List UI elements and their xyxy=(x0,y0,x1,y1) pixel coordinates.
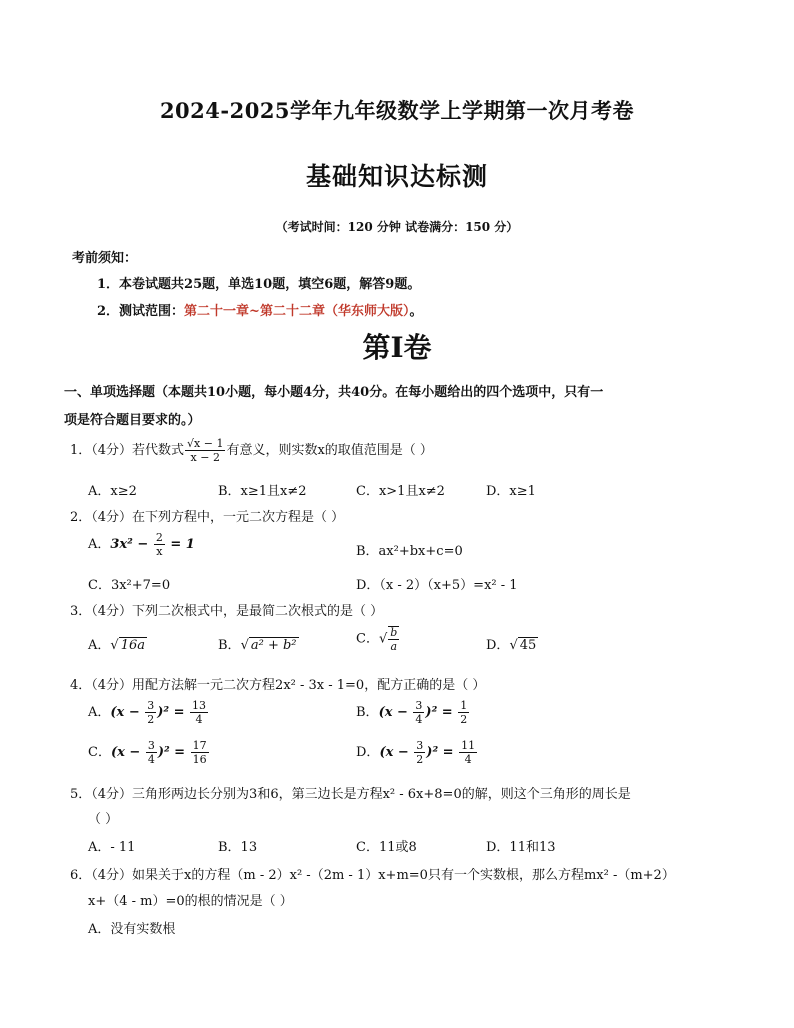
question-4-option-c-label: C． xyxy=(88,745,111,760)
question-4-option-d-pre: (x − xyxy=(379,745,414,760)
question-4-option-c-pre: (x − xyxy=(110,745,145,760)
question-4-option-a-pre: (x − xyxy=(110,705,145,720)
notice-item-2-suffix: 。 xyxy=(409,304,423,319)
question-4-option-c-mid: )² = xyxy=(157,745,190,760)
section-heading-line-1: 一、单项选择题（本题共10小题，每小题4分，共40分。在每小题给出的四个选项中，只有一 xyxy=(64,385,604,400)
question-3-option-c-fraction xyxy=(388,626,399,652)
question-1-fraction xyxy=(185,438,225,463)
question-3-option-b xyxy=(218,634,299,653)
question-4-option-a-frac-2 xyxy=(190,700,208,725)
question-4-option-d-mid: )² = xyxy=(426,745,459,760)
question-3-option-c-label: C． xyxy=(356,631,379,647)
question-4-option-b-frac-1 xyxy=(413,700,424,725)
question-1 xyxy=(70,438,433,463)
question-3-option-d-radical: √ 45 xyxy=(509,638,537,653)
question-1-prefix: 1．（4分）若代数式 xyxy=(70,443,185,458)
question-4-option-a-frac-2-den: 4 xyxy=(195,713,203,726)
question-4-option-c-frac-1-den: 4 xyxy=(147,753,155,766)
question-1-option-a: A．x≥2 xyxy=(88,484,137,499)
question-4-option-c-frac-2-den: 16 xyxy=(192,753,207,766)
question-4-option-d-frac-2-den: 4 xyxy=(464,753,472,766)
question-3: 3．（4分）下列二次根式中，是最简二次根式的是（ ） xyxy=(70,604,384,619)
exam-meta: （考试时间：120 分钟 试卷满分：150 分） xyxy=(275,220,519,234)
question-4-option-a-mid: )² = xyxy=(157,705,190,720)
question-3-option-c xyxy=(356,626,400,652)
question-2-option-a-expr-1: 3x² − xyxy=(110,537,153,552)
question-1-numerator: √x − 1 xyxy=(187,437,224,450)
question-4-option-a-label: A． xyxy=(88,705,111,720)
question-5-option-a: A．- 11 xyxy=(88,840,136,855)
question-6-option-a: A．没有实数根 xyxy=(88,922,176,937)
question-4-option-d xyxy=(356,740,478,765)
question-3-option-a-label: A． xyxy=(88,638,111,653)
question-2: 2．（4分）在下列方程中，一元二次方程是（ ） xyxy=(70,510,345,525)
question-4-option-c-frac-1 xyxy=(146,740,157,765)
question-5-answer-paren: （ ） xyxy=(88,812,119,827)
question-3-option-a-radicand: 16a xyxy=(120,638,145,653)
question-2-option-a-numerator: 2 xyxy=(155,531,163,544)
volume-heading: 第Ⅰ卷 xyxy=(362,331,432,364)
question-4-option-b-mid: )² = xyxy=(425,705,458,720)
question-4-option-d-frac-1-den: 2 xyxy=(416,753,424,766)
question-4-option-c-frac-1-num: 3 xyxy=(147,739,155,752)
question-6-line-1: 6．（4分）如果关于x的方程（m - 2）x² -（2m - 1）x+m=0只有一个实数根，那么方程mx² -（m+2） xyxy=(70,868,675,883)
question-4: 4．（4分）用配方法解一元二次方程2x² - 3x - 1=0，配方正确的是（ ） xyxy=(70,678,486,693)
question-4-option-d-frac-2-num: 11 xyxy=(461,739,476,752)
question-3-option-c-denominator: a xyxy=(390,640,398,653)
question-4-option-c xyxy=(88,740,210,765)
test-range: 第二十一章~第二十二章（华东师大版） xyxy=(184,304,410,319)
question-4-option-b-frac-1-num: 3 xyxy=(415,699,423,712)
question-3-option-a xyxy=(88,634,147,653)
question-3-option-d-radicand: 45 xyxy=(519,638,537,653)
question-4-option-b-frac-1-den: 4 xyxy=(415,713,423,726)
section-heading-line-2: 项是符合题目要求的。） xyxy=(64,413,201,428)
notice-item-1: 1．本卷试题共25题，单选10题，填空6题，解答9题。 xyxy=(97,277,421,292)
question-4-option-c-frac-2 xyxy=(191,740,209,765)
question-5-option-b: B．13 xyxy=(218,840,258,855)
question-5: 5．（4分）三角形两边长分别为3和6，第三边长是方程x² - 6x+8=0的解，则这个三角形的周长是 xyxy=(70,787,631,802)
exam-title: 2024-2025学年九年级数学上学期第一次月考卷 xyxy=(159,98,635,123)
question-3-option-d-label: D． xyxy=(486,638,510,653)
question-5-option-d: D．11和13 xyxy=(486,840,556,855)
question-2-option-a xyxy=(88,532,195,557)
question-4-option-c-frac-2-num: 17 xyxy=(192,739,207,752)
question-4-option-d-label: D． xyxy=(356,745,380,760)
question-6-line-2: x+（4 - m）=0的根的情况是（ ） xyxy=(88,894,293,909)
question-1-denominator: x − 2 xyxy=(190,451,220,464)
notice-heading: 考前须知： xyxy=(72,251,138,266)
question-2-option-a-denominator: x xyxy=(156,545,163,558)
question-4-option-b-frac-2-den: 2 xyxy=(460,713,468,726)
question-4-option-b-pre: (x − xyxy=(378,705,413,720)
question-4-option-a-frac-1 xyxy=(145,700,156,725)
question-2-option-a-label: A． xyxy=(88,537,111,552)
question-3-option-a-radical: √ 16a xyxy=(110,638,145,653)
question-3-option-b-radicand: a² + b² xyxy=(250,638,297,653)
question-1-option-d: D．x≥1 xyxy=(486,484,536,499)
question-3-option-b-radical: √ a² + b² xyxy=(240,638,297,653)
notice-item-2-prefix: 2．测试范围： xyxy=(97,304,185,319)
notice-item-2 xyxy=(97,300,422,319)
question-4-option-a-frac-1-num: 3 xyxy=(147,699,155,712)
question-4-option-b xyxy=(356,700,470,725)
question-4-option-a-frac-2-num: 13 xyxy=(192,699,207,712)
question-2-option-a-fraction xyxy=(154,532,165,557)
question-4-option-d-frac-2 xyxy=(459,740,477,765)
question-3-option-d xyxy=(486,634,538,653)
question-3-option-b-label: B． xyxy=(218,638,241,653)
question-1-option-b: B．x≥1且x≠2 xyxy=(218,484,307,499)
question-2-option-b: B．ax²+bx+c=0 xyxy=(356,544,463,559)
question-4-option-b-frac-2-num: 1 xyxy=(460,699,468,712)
question-1-suffix: 有意义，则实数x的取值范围是（ ） xyxy=(226,443,433,458)
question-4-option-d-frac-1-num: 3 xyxy=(416,739,424,752)
question-4-option-a-frac-1-den: 2 xyxy=(147,713,155,726)
question-3-option-c-radical: √ $\frac{b}{a}$ xyxy=(378,626,398,653)
question-2-option-c: C．3x²+7=0 xyxy=(88,578,171,593)
exam-subtitle: 基础知识达标测 xyxy=(305,162,488,191)
question-2-option-d: D．（x - 2）（x+5）=x² - 1 xyxy=(356,578,518,593)
question-1-option-c: C．x>1且x≠2 xyxy=(356,484,445,499)
question-4-option-d-frac-1 xyxy=(414,740,425,765)
question-5-option-c: C．11或8 xyxy=(356,840,417,855)
question-4-option-b-frac-2 xyxy=(458,700,469,725)
question-4-option-a xyxy=(88,700,209,725)
question-2-option-a-expr-2: = 1 xyxy=(165,537,195,552)
question-4-option-b-label: B． xyxy=(356,705,379,720)
question-3-option-c-numerator: b xyxy=(390,626,398,639)
